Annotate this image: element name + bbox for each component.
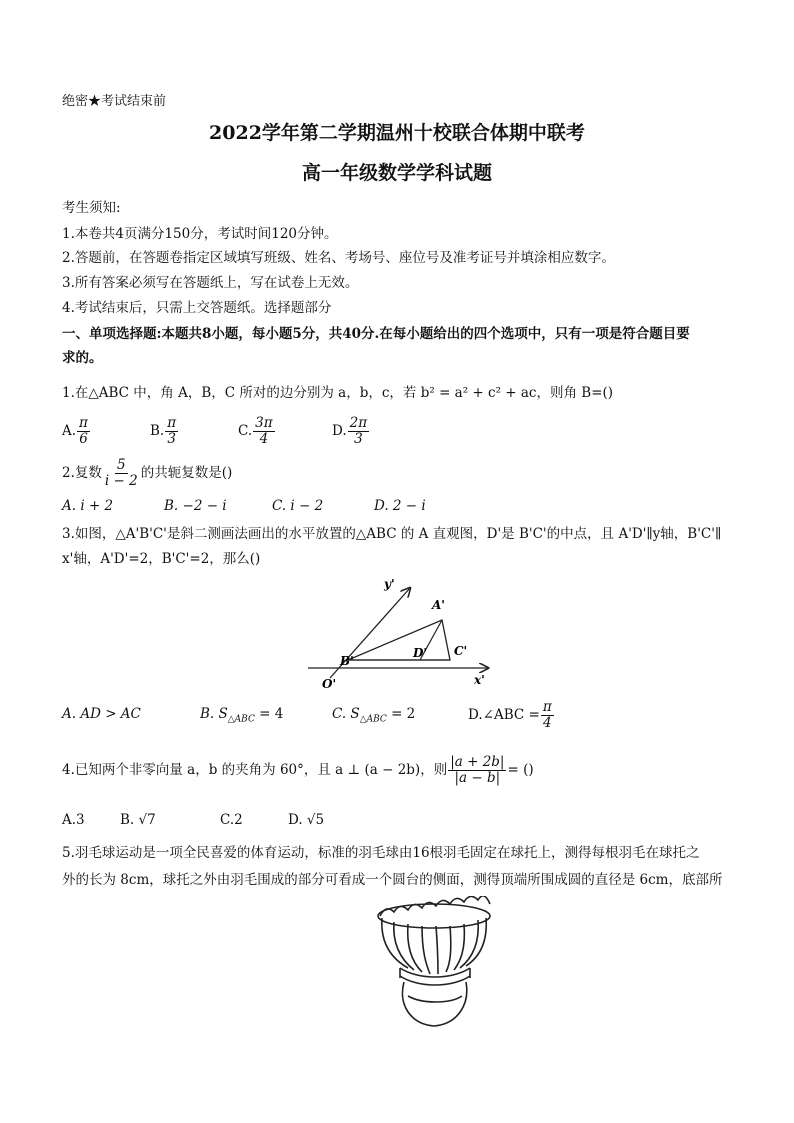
shuttlecock-image <box>370 896 500 1036</box>
question-3-line1: 3.如图，△A'B'C'是斜二测画法画出的水平放置的△ABC 的 A 直观图，D'是 B'C'的中点，且 A'D'∥y轴，B'C'∥ <box>62 526 722 542</box>
question-3-line2: x'轴，A'D'=2，B'C'=2，那么() <box>62 551 261 567</box>
q3-option-a: A. AD > AC <box>62 706 141 722</box>
q4-option-a: A.3 <box>62 812 85 828</box>
label-d: D' <box>413 646 428 660</box>
label-o: O' <box>322 677 337 691</box>
notice-item-3: 3.所有答案必须写在答题纸上，写在试卷上无效。 <box>62 275 359 291</box>
q1-option-a: A. $\frac{\pi}{6}$ <box>62 415 88 447</box>
q4-option-d: D. √5 <box>288 812 325 828</box>
q1-option-b: B. $\frac{\pi}{3}$ <box>150 415 177 447</box>
question-4-options <box>62 812 362 834</box>
q1-option-d: D. $\frac{2\pi}{3}$ <box>332 415 368 447</box>
question-3-options <box>62 700 602 736</box>
notice-item-2: 2.答题前，在答题卷指定区域填写班级、姓名、考场号、座位号及准考证号并填涂相应数字。 <box>62 250 615 266</box>
notice-item-1: 1.本卷共4页满分150分，考试时间120分钟。 <box>62 226 338 242</box>
label-c: C' <box>454 644 468 658</box>
notice-item-4: 4.考试结束后，只需上交答题纸。选择题部分 <box>62 300 332 316</box>
q1-option-c: C. $\frac{3\pi}{4}$ <box>238 415 273 447</box>
q2-option-a: A. i + 2 <box>62 498 114 514</box>
q2-option-d: D. 2 − i <box>374 498 426 514</box>
question-2-text: 2.复数 $\frac{5}{i - 2}$ 的共轭复数是() <box>62 457 233 489</box>
question-1-text: 1.在△ABC 中，角 A，B，C 所对的边分别为 a，b，c，若 b² = a² + c² + ac，则角 B=() <box>62 385 614 401</box>
oblique-projection-figure <box>300 570 500 695</box>
section-heading-line1: 一、单项选择题:本题共8小题，每小题5分，共40分.在每小题给出的四个选项中，只有一项是符合题目要 <box>62 326 690 342</box>
question-5-line1: 5.羽毛球运动是一项全民喜爱的体育运动，标准的羽毛球由16根羽毛固定在球托上，测得每根羽毛在球托之 <box>62 845 700 861</box>
question-2-options <box>62 498 482 518</box>
exam-title: 2022学年第二学期温州十校联合体期中联考 <box>209 122 585 144</box>
section-heading-line2: 求的。 <box>62 350 103 366</box>
q3-option-c: C. $S_{\triangle ABC} = 2$ <box>332 706 416 725</box>
label-b: B' <box>340 654 354 668</box>
q2-option-c: C. i − 2 <box>272 498 324 514</box>
question-5-line2: 外的长为 8cm，球托之外由羽毛围成的部分可看成一个圆台的侧面，测得顶端所围成圆的直径是 6cm，底部所 <box>62 872 723 888</box>
label-a: A' <box>432 598 445 612</box>
q3-option-b: B. $S_{\triangle ABC} = 4$ <box>200 706 284 725</box>
notice-heading: 考生须知: <box>62 200 121 216</box>
q4-option-c: C.2 <box>220 812 243 828</box>
exam-subtitle: 高一年级数学学科试题 <box>301 162 492 184</box>
q2-option-b: B. −2 − i <box>164 498 227 514</box>
question-4-text: 4.已知两个非零向量 a，b 的夹角为 60°，且 a ⊥ (a − 2b)，则 $\frac{|a + 2b|}{|a - b|}$ = () <box>62 754 534 786</box>
question-1-options <box>62 416 462 452</box>
q4-option-b: B. √7 <box>120 812 156 828</box>
label-y: y' <box>384 577 395 591</box>
label-x: x' <box>474 673 485 687</box>
confidential-mark: 绝密★考试结束前 <box>62 94 167 109</box>
q3-option-d: D.∠ABC = $\frac{\pi}{4}$ <box>468 699 552 731</box>
